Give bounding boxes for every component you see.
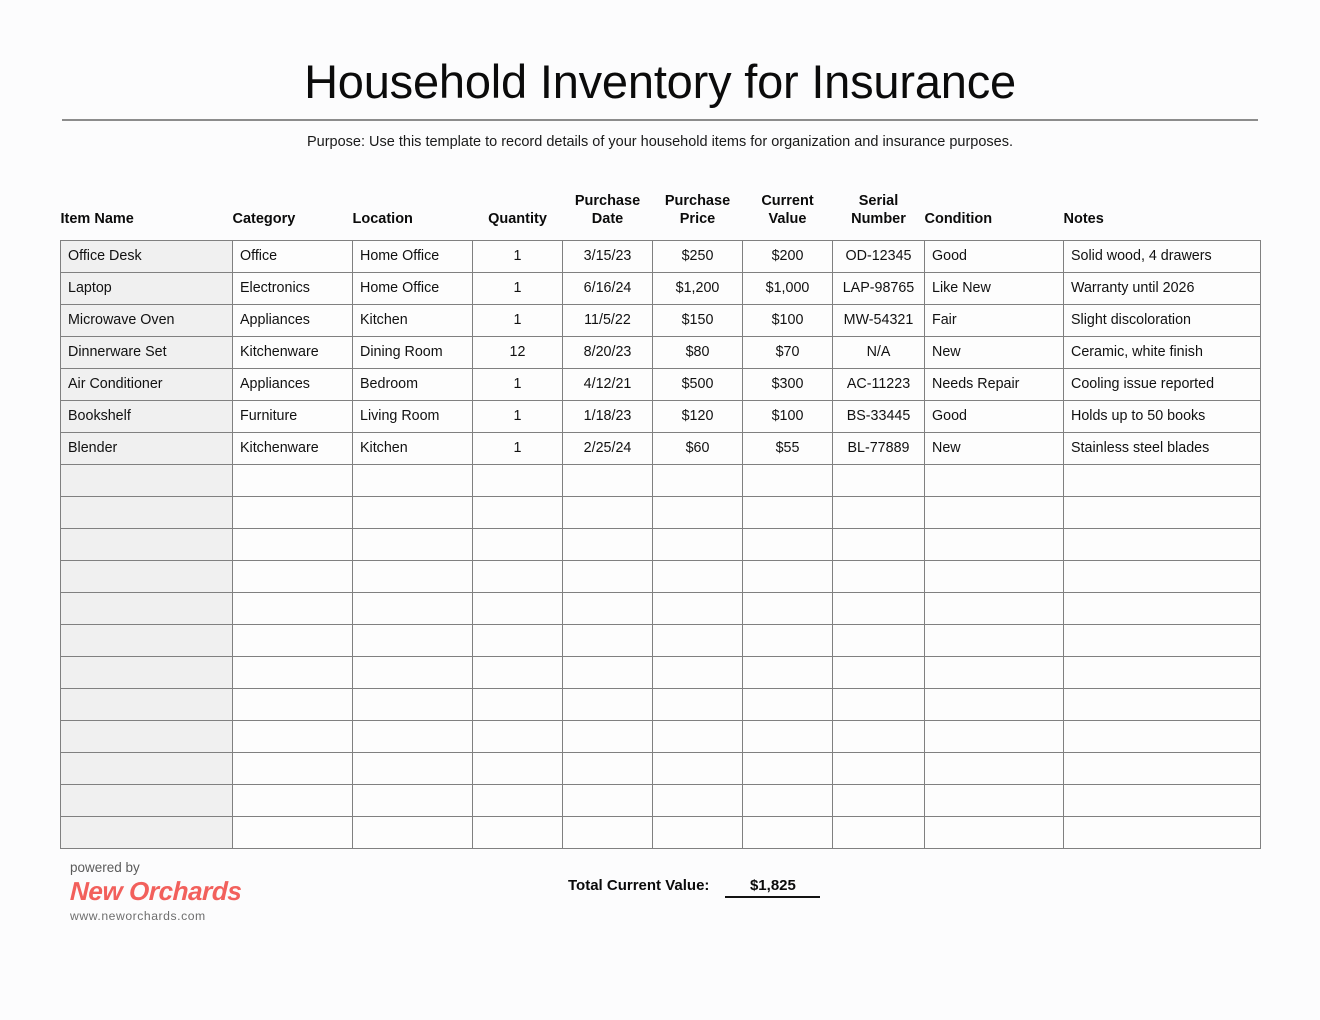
cell-location-empty[interactable] [353,496,473,528]
cell-purchase-price-empty[interactable] [653,656,743,688]
cell-notes[interactable]: Holds up to 50 books [1064,400,1261,432]
column-header-quantity: Quantity [488,211,547,228]
cell-current-value-empty[interactable] [743,592,833,624]
column-header-serial-number-line1: Serial [858,193,899,210]
cell-notes-empty[interactable] [1064,464,1261,496]
cell-notes[interactable]: Slight discoloration [1064,304,1261,336]
cell-serial-number-empty[interactable] [833,784,925,816]
column-header-purchase-date-line1: Purchase [574,193,641,210]
cell-item-name[interactable]: Laptop [61,272,233,304]
cell-serial-number-empty[interactable] [833,720,925,752]
cell-condition-empty[interactable] [925,592,1064,624]
cell-quantity-empty[interactable] [473,560,563,592]
cell-condition-empty[interactable] [925,560,1064,592]
cell-quantity-empty[interactable] [473,592,563,624]
table-row-empty [61,624,1261,656]
cell-location-empty[interactable] [353,560,473,592]
cell-current-value[interactable]: $55 [743,432,833,464]
cell-serial-number-empty[interactable] [833,560,925,592]
cell-category-empty[interactable] [233,688,353,720]
cell-purchase-date-empty[interactable] [563,592,653,624]
cell-quantity[interactable]: 1 [473,400,563,432]
cell-condition-empty[interactable] [925,496,1064,528]
cell-condition[interactable]: New [925,432,1064,464]
cell-location-empty[interactable] [353,624,473,656]
cell-purchase-date-empty[interactable] [563,496,653,528]
cell-category-empty[interactable] [233,656,353,688]
cell-category-empty[interactable] [233,496,353,528]
cell-category-empty[interactable] [233,752,353,784]
column-header-location: Location [352,211,413,228]
cell-category[interactable]: Appliances [233,368,353,400]
table-row-empty [61,528,1261,560]
cell-condition[interactable]: Fair [925,304,1064,336]
cell-serial-number-empty[interactable] [833,624,925,656]
table-row-empty [61,496,1261,528]
cell-location[interactable]: Home Office [353,240,473,272]
cell-notes-empty[interactable] [1064,528,1261,560]
cell-quantity-empty[interactable] [473,688,563,720]
cell-location[interactable]: Bedroom [353,368,473,400]
cell-serial-number[interactable]: MW-54321 [833,304,925,336]
cell-notes-empty[interactable] [1064,752,1261,784]
cell-purchase-price-empty[interactable] [653,720,743,752]
cell-quantity[interactable]: 1 [473,240,563,272]
cell-serial-number-empty[interactable] [833,464,925,496]
cell-location-empty[interactable] [353,816,473,848]
cell-purchase-price-empty[interactable] [653,624,743,656]
cell-serial-number[interactable]: OD-12345 [833,240,925,272]
cell-quantity-empty[interactable] [473,528,563,560]
cell-condition-empty[interactable] [925,784,1064,816]
cell-notes-empty[interactable] [1064,784,1261,816]
cell-purchase-date[interactable]: 6/16/24 [563,272,653,304]
cell-notes-empty[interactable] [1064,496,1261,528]
cell-current-value-empty[interactable] [743,688,833,720]
cell-item-name-empty[interactable] [61,688,233,720]
cell-quantity-empty[interactable] [473,816,563,848]
cell-quantity-empty[interactable] [473,656,563,688]
cell-item-name-empty[interactable] [61,784,233,816]
cell-item-name[interactable]: Air Conditioner [61,368,233,400]
brand-block [70,860,242,923]
column-header-serial-number [833,193,925,240]
cell-serial-number[interactable]: N/A [833,336,925,368]
cell-current-value-empty[interactable] [743,656,833,688]
cell-current-value-empty[interactable] [743,560,833,592]
cell-current-value-empty[interactable] [743,528,833,560]
table-row-empty [61,752,1261,784]
cell-notes[interactable]: Warranty until 2026 [1064,272,1261,304]
cell-current-value-empty[interactable] [743,464,833,496]
cell-quantity-empty[interactable] [473,784,563,816]
cell-location[interactable]: Living Room [353,400,473,432]
cell-serial-number-empty[interactable] [833,592,925,624]
cell-item-name[interactable]: Bookshelf [61,400,233,432]
cell-item-name-empty[interactable] [61,592,233,624]
table-row [61,304,1261,336]
column-header-condition: Condition [924,211,993,228]
cell-current-value[interactable]: $200 [743,240,833,272]
cell-category[interactable]: Appliances [233,304,353,336]
cell-current-value-empty[interactable] [743,752,833,784]
cell-purchase-date-empty[interactable] [563,816,653,848]
cell-purchase-date[interactable]: 4/12/21 [563,368,653,400]
cell-location-empty[interactable] [353,720,473,752]
cell-condition[interactable]: Good [925,400,1064,432]
column-header-purchase-price [653,193,743,240]
cell-location[interactable]: Home Office [353,272,473,304]
cell-purchase-price-empty[interactable] [653,784,743,816]
cell-purchase-price-empty[interactable] [653,496,743,528]
cell-purchase-price[interactable]: $80 [653,336,743,368]
total-current-value-field[interactable]: $1,825 [725,877,820,898]
cell-notes-empty[interactable] [1064,592,1261,624]
table-row [61,240,1261,272]
cell-quantity-empty[interactable] [473,624,563,656]
cell-quantity[interactable]: 1 [473,432,563,464]
cell-item-name-empty[interactable] [61,528,233,560]
cell-purchase-price[interactable]: $250 [653,240,743,272]
cell-purchase-price[interactable]: $500 [653,368,743,400]
cell-category-empty[interactable] [233,560,353,592]
total-current-value-label: Total Current Value: [568,876,710,894]
table-row-empty [61,464,1261,496]
cell-item-name[interactable]: Office Desk [61,240,233,272]
cell-serial-number-empty[interactable] [833,496,925,528]
cell-category[interactable]: Kitchenware [233,336,353,368]
cell-category-empty[interactable] [233,784,353,816]
cell-purchase-date[interactable]: 8/20/23 [563,336,653,368]
cell-current-value-empty[interactable] [743,784,833,816]
cell-serial-number-empty[interactable] [833,752,925,784]
cell-purchase-price[interactable]: $120 [653,400,743,432]
cell-category-empty[interactable] [233,528,353,560]
cell-purchase-price-empty[interactable] [653,688,743,720]
cell-condition[interactable]: Like New [925,272,1064,304]
cell-category[interactable]: Office [233,240,353,272]
cell-quantity-empty[interactable] [473,752,563,784]
table-row-empty [61,816,1261,848]
cell-purchase-price-empty[interactable] [653,464,743,496]
page-title: Household Inventory for Insurance [304,55,1016,108]
cell-item-name-empty[interactable] [61,656,233,688]
table-row-empty [61,720,1261,752]
cell-condition-empty[interactable] [925,752,1064,784]
cell-location[interactable]: Kitchen [353,432,473,464]
cell-item-name-empty[interactable] [61,496,233,528]
column-header-serial-number-line2: Number [851,211,906,228]
cell-item-name[interactable]: Dinnerware Set [61,336,233,368]
table-header [61,193,1261,240]
cell-current-value[interactable]: $70 [743,336,833,368]
brand-name: New Orchards [69,876,243,907]
cell-serial-number-empty[interactable] [833,816,925,848]
cell-notes-empty[interactable] [1064,816,1261,848]
cell-condition[interactable]: Needs Repair [925,368,1064,400]
table-row-empty [61,560,1261,592]
cell-quantity-empty[interactable] [473,496,563,528]
cell-category[interactable]: Kitchenware [233,432,353,464]
cell-current-value[interactable]: $100 [743,400,833,432]
cell-condition-empty[interactable] [925,464,1064,496]
column-header-notes: Notes [1063,211,1104,228]
cell-item-name-empty[interactable] [61,720,233,752]
cell-category-empty[interactable] [233,624,353,656]
cell-location-empty[interactable] [353,752,473,784]
cell-quantity[interactable]: 1 [473,368,563,400]
table-body [61,240,1261,848]
cell-current-value-empty[interactable] [743,720,833,752]
table-row [61,400,1261,432]
cell-notes[interactable]: Stainless steel blades [1064,432,1261,464]
cell-quantity[interactable]: 1 [473,272,563,304]
cell-notes-empty[interactable] [1064,720,1261,752]
cell-condition[interactable]: Good [925,240,1064,272]
cell-notes[interactable]: Solid wood, 4 drawers [1064,240,1261,272]
cell-serial-number[interactable]: LAP-98765 [833,272,925,304]
cell-purchase-date-empty[interactable] [563,784,653,816]
cell-purchase-date-empty[interactable] [563,688,653,720]
cell-notes[interactable]: Ceramic, white finish [1064,336,1261,368]
cell-current-value-empty[interactable] [743,624,833,656]
cell-purchase-price-empty[interactable] [653,816,743,848]
cell-purchase-price-empty[interactable] [653,560,743,592]
cell-item-name[interactable]: Blender [61,432,233,464]
column-header-item-name: Item Name [60,211,134,228]
cell-location-empty[interactable] [353,592,473,624]
cell-category-empty[interactable] [233,464,353,496]
cell-notes-empty[interactable] [1064,688,1261,720]
cell-current-value[interactable]: $1,000 [743,272,833,304]
cell-location-empty[interactable] [353,656,473,688]
cell-purchase-date-empty[interactable] [563,720,653,752]
cell-location[interactable]: Kitchen [353,304,473,336]
cell-serial-number-empty[interactable] [833,656,925,688]
cell-item-name[interactable]: Microwave Oven [61,304,233,336]
column-header-current-value-line1: Current [761,193,814,210]
document-footer [60,860,1260,950]
cell-item-name-empty[interactable] [61,464,233,496]
cell-serial-number[interactable]: BS-33445 [833,400,925,432]
cell-purchase-date-empty[interactable] [563,656,653,688]
cell-item-name-empty[interactable] [61,624,233,656]
table-row-empty [61,656,1261,688]
cell-serial-number[interactable]: AC-11223 [833,368,925,400]
document-subtitle: Purpose: Use this template to record details of your household items for organization and insurance purposes. [306,133,1014,150]
title-divider [62,119,1258,121]
column-header-purchase-price-line1: Purchase [664,193,731,210]
cell-quantity[interactable]: 1 [473,304,563,336]
cell-condition-empty[interactable] [925,656,1064,688]
cell-condition-empty[interactable] [925,528,1064,560]
cell-purchase-price[interactable]: $1,200 [653,272,743,304]
cell-condition-empty[interactable] [925,624,1064,656]
cell-purchase-price-empty[interactable] [653,752,743,784]
cell-purchase-date-empty[interactable] [563,464,653,496]
cell-purchase-date[interactable]: 3/15/23 [563,240,653,272]
cell-category-empty[interactable] [233,816,353,848]
cell-purchase-date-empty[interactable] [563,624,653,656]
cell-notes-empty[interactable] [1064,656,1261,688]
cell-category[interactable]: Electronics [233,272,353,304]
table-row [61,272,1261,304]
cell-purchase-date-empty[interactable] [563,528,653,560]
cell-item-name-empty[interactable] [61,752,233,784]
cell-purchase-price-empty[interactable] [653,592,743,624]
cell-purchase-price-empty[interactable] [653,528,743,560]
cell-purchase-date[interactable]: 1/18/23 [563,400,653,432]
cell-category[interactable]: Furniture [233,400,353,432]
cell-serial-number-empty[interactable] [833,688,925,720]
cell-notes[interactable]: Cooling issue reported [1064,368,1261,400]
cell-location-empty[interactable] [353,784,473,816]
table-row-empty [61,784,1261,816]
cell-quantity-empty[interactable] [473,720,563,752]
table-row-empty [61,688,1261,720]
cell-current-value-empty[interactable] [743,816,833,848]
cell-current-value[interactable]: $100 [743,304,833,336]
cell-condition[interactable]: New [925,336,1064,368]
cell-condition-empty[interactable] [925,688,1064,720]
cell-condition-empty[interactable] [925,720,1064,752]
cell-current-value[interactable]: $300 [743,368,833,400]
inventory-table-wrapper [60,193,1260,848]
cell-location-empty[interactable] [353,528,473,560]
powered-by-label: powered by [70,859,140,875]
column-header-purchase-price-line2: Price [679,211,716,228]
column-header-current-value-line2: Value [768,211,807,228]
inventory-table [60,193,1261,848]
cell-purchase-date-empty[interactable] [563,560,653,592]
cell-serial-number-empty[interactable] [833,528,925,560]
table-row [61,432,1261,464]
table-row-empty [61,592,1261,624]
column-header-purchase-date [563,193,653,240]
column-header-current-value [743,193,833,240]
cell-purchase-price[interactable]: $60 [653,432,743,464]
table-row [61,368,1261,400]
cell-purchase-date-empty[interactable] [563,752,653,784]
cell-location-empty[interactable] [353,464,473,496]
cell-serial-number[interactable]: BL-77889 [833,432,925,464]
cell-location-empty[interactable] [353,688,473,720]
table-header-row [61,193,1261,240]
cell-notes-empty[interactable] [1064,624,1261,656]
column-header-purchase-date-line2: Date [591,211,624,228]
cell-category-empty[interactable] [233,592,353,624]
cell-condition-empty[interactable] [925,816,1064,848]
cell-purchase-date[interactable]: 11/5/22 [563,304,653,336]
cell-quantity[interactable]: 12 [473,336,563,368]
cell-item-name-empty[interactable] [61,816,233,848]
cell-category-empty[interactable] [233,720,353,752]
cell-location[interactable]: Dining Room [353,336,473,368]
total-current-value-block [568,877,820,898]
table-row [61,336,1261,368]
cell-item-name-empty[interactable] [61,560,233,592]
cell-purchase-date[interactable]: 2/25/24 [563,432,653,464]
cell-quantity-empty[interactable] [473,464,563,496]
cell-current-value-empty[interactable] [743,496,833,528]
cell-notes-empty[interactable] [1064,560,1261,592]
brand-url[interactable]: www.neworchards.com [70,908,206,923]
column-header-category: Category [232,211,296,228]
cell-purchase-price[interactable]: $150 [653,304,743,336]
document-header [62,0,1258,151]
